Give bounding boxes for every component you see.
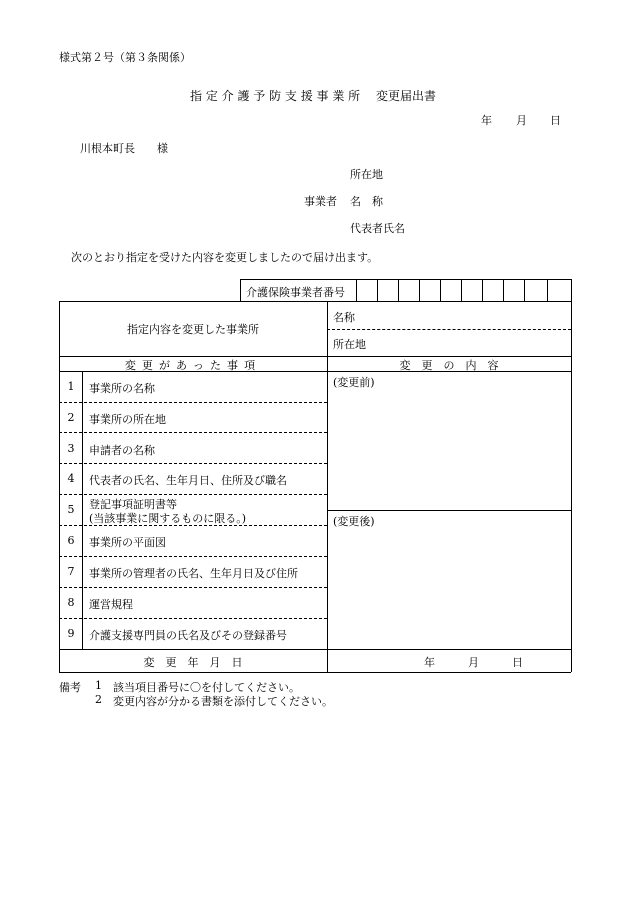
content-header: 変 更 の 内 容: [399, 359, 499, 372]
item-label: 介護支援専門員の氏名及びその登録番号: [89, 629, 287, 642]
item-label-note: (当該事業に関するものに限る。): [89, 512, 247, 525]
applicant-business-label: 事業者: [304, 195, 337, 208]
note-number: 2: [95, 693, 102, 706]
item-number: 7: [67, 565, 75, 578]
date-day-label: 日: [550, 114, 561, 127]
items-header: 変更があった事項: [124, 359, 262, 372]
note-text: 該当項目番号に〇を付してください。: [113, 681, 300, 694]
change-date-value: 年 月 日: [424, 656, 523, 669]
item-label: 申請者の名称: [89, 444, 155, 457]
applicant-address-label: 所在地: [350, 168, 383, 181]
change-date-label: 変 更 年 月 日: [143, 656, 243, 669]
date-month-label: 月: [516, 114, 527, 127]
table-border: [240, 279, 241, 301]
item-label: 代表者の氏名、生年月日、住所及び職名: [89, 474, 287, 487]
item-label: 運営規程: [89, 598, 133, 611]
item-number: 9: [67, 627, 75, 640]
item-number: 4: [67, 472, 75, 485]
item-number: 3: [67, 442, 75, 455]
item-number: 8: [67, 596, 75, 609]
addressee: 川根本町長 様: [80, 142, 168, 155]
note-text: 変更内容が分かる書類を添付してください。: [113, 695, 333, 708]
before-label: (変更前): [333, 376, 375, 389]
form-number: 様式第２号（第３条関係）: [59, 51, 191, 64]
item-number: 1: [67, 380, 75, 393]
item-label: 事業所の所在地: [89, 413, 166, 426]
item-number: 2: [67, 411, 75, 424]
item-label: 事業所の管理者の氏名、生年月日及び住所: [89, 567, 298, 580]
applicant-representative-label: 代表者氏名: [350, 222, 405, 235]
after-label: (変更後): [333, 515, 375, 528]
note-number: 1: [95, 679, 102, 692]
table-border: [240, 279, 571, 280]
intro-text: 次のとおり指定を受けた内容を変更しましたので届け出ます。: [71, 251, 379, 264]
item-number: 6: [67, 534, 75, 547]
item-label: 事業所の平面図: [89, 536, 166, 549]
office-name-label: 名称: [333, 311, 355, 324]
office-label: 指定内容を変更した事業所: [127, 323, 259, 336]
item-label: 登記事項証明書等: [89, 498, 177, 511]
item-label: 事業所の名称: [89, 382, 155, 395]
office-address-label: 所在地: [333, 338, 366, 351]
page-title: 指 定 介 護 予 防 支 援 事 業 所 変更届出書: [190, 89, 436, 103]
date-year-label: 年: [481, 114, 492, 127]
item-number: 5: [67, 503, 75, 516]
applicant-name-label: 名 称: [350, 195, 383, 208]
insurer-number-label: 介護保険事業者番号: [246, 286, 345, 299]
notes-label: 備考: [59, 681, 81, 694]
